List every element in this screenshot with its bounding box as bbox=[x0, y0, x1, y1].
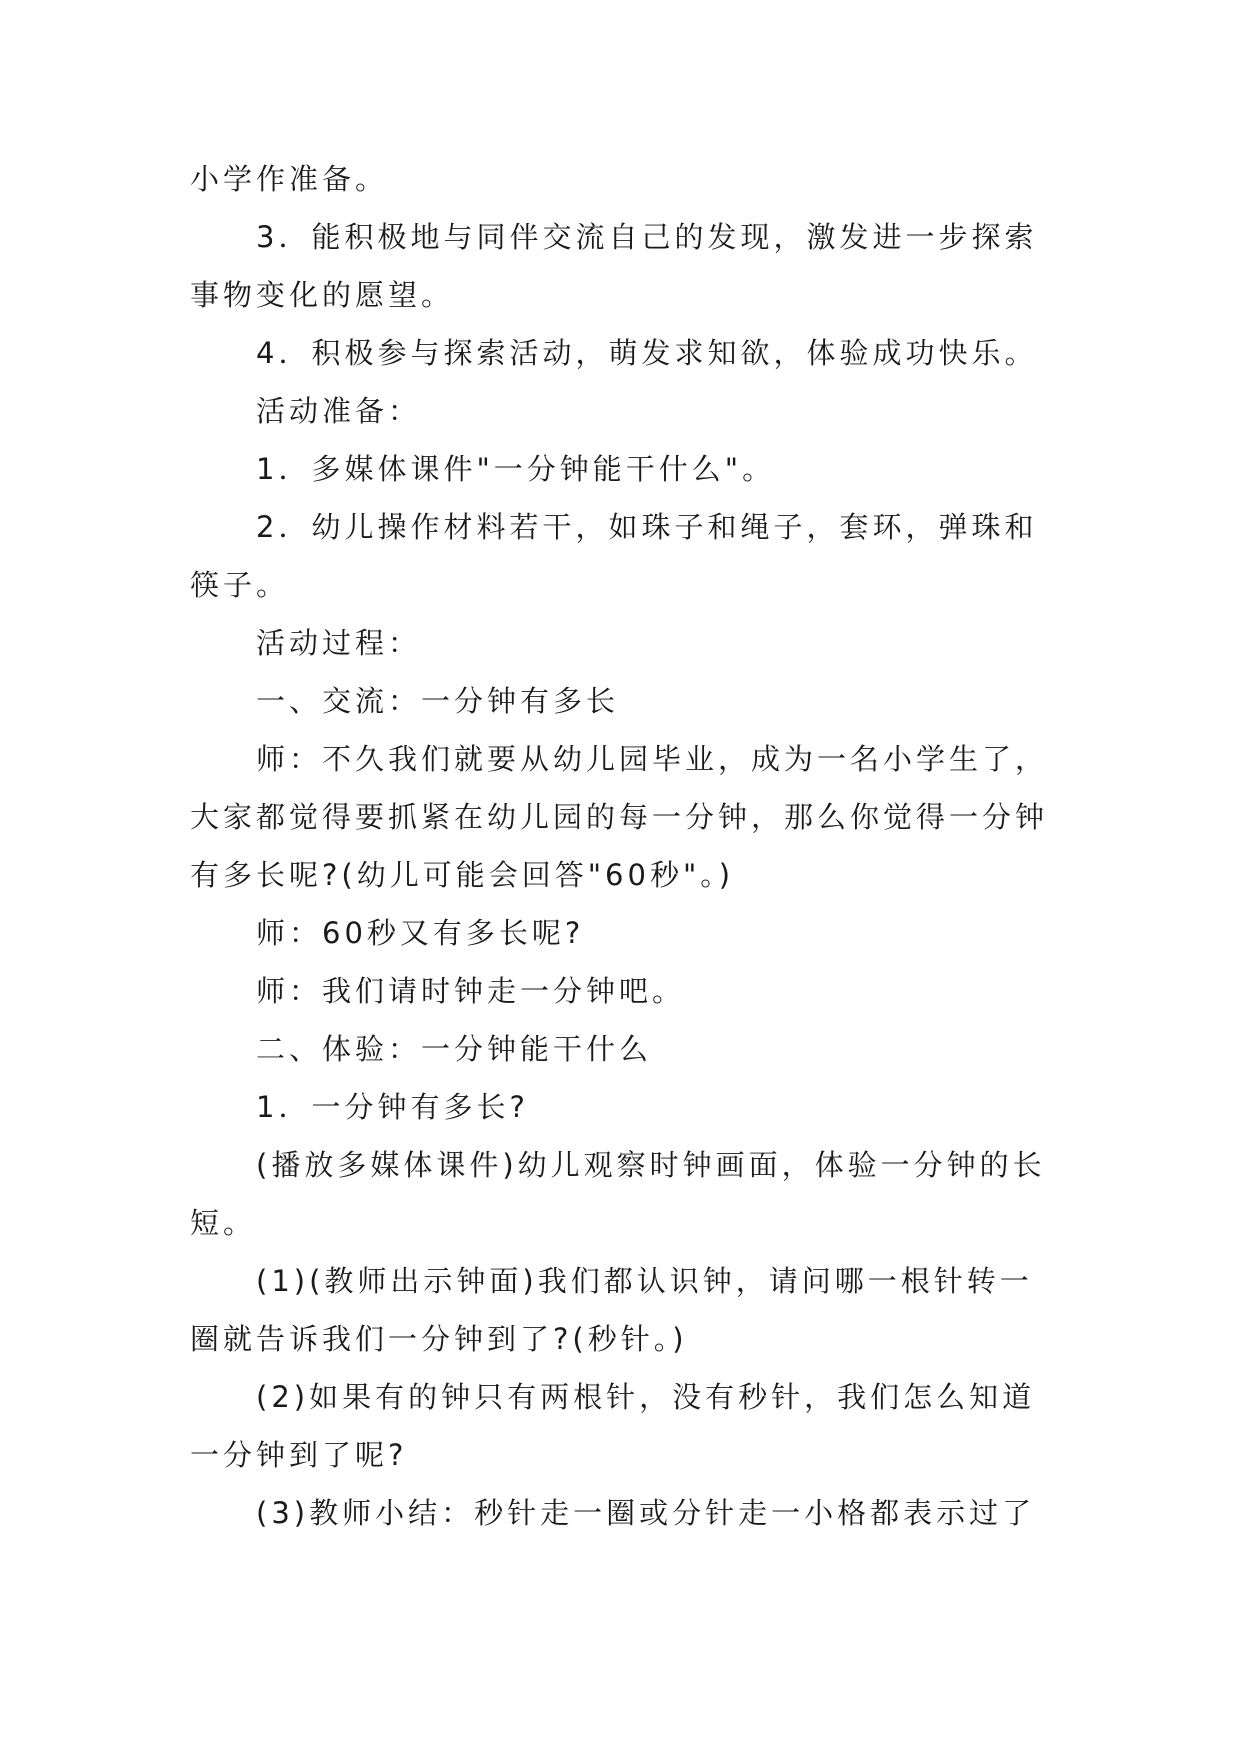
paragraph: 师：不久我们就要从幼儿园毕业，成为一名小学生了，大家都觉得要抓紧在幼儿园的每一分钟，那么你觉得一分钟有多长呢?(幼儿可能会回答"60秒"。) bbox=[190, 742, 1049, 892]
section-heading: 活动准备： bbox=[256, 394, 422, 428]
paragraph: (播放多媒体课件)幼儿观察时钟画面，体验一分钟的长短。 bbox=[190, 1148, 1046, 1240]
paragraph: 3．能积极地与同伴交流自己的发现，激发进一步探索事物变化的愿望。 bbox=[190, 220, 1038, 312]
paragraph: 1．多媒体课件"一分钟能干什么"。 bbox=[256, 452, 776, 486]
paragraph: 4．积极参与探索活动，萌发求知欲，体验成功快乐。 bbox=[256, 336, 1038, 370]
paragraph: (1)(教师出示钟面)我们都认识钟，请问哪一根针转一圈就告诉我们一分钟到了?(秒针。) bbox=[190, 1264, 1033, 1356]
paragraph: 1．一分钟有多长? bbox=[256, 1090, 529, 1124]
paragraph: (3)教师小结：秒针走一圈或分针走一小格都表示过了 bbox=[256, 1496, 1036, 1530]
paragraph: 小学作准备。 bbox=[190, 162, 389, 196]
section-heading: 二、体验：一分钟能干什么 bbox=[256, 1032, 653, 1066]
section-heading: 活动过程： bbox=[256, 626, 422, 660]
paragraph: 师：60秒又有多长呢? bbox=[256, 916, 585, 950]
document-body bbox=[190, 150, 1060, 1542]
paragraph: 师：我们请时钟走一分钟吧。 bbox=[256, 974, 686, 1008]
paragraph: 2．幼儿操作材料若干，如珠子和绳子，套环，弹珠和筷子。 bbox=[190, 510, 1038, 602]
paragraph: (2)如果有的钟只有两根针，没有秒针，我们怎么知道一分钟到了呢? bbox=[190, 1380, 1036, 1472]
section-heading: 一、交流：一分钟有多长 bbox=[256, 684, 620, 718]
